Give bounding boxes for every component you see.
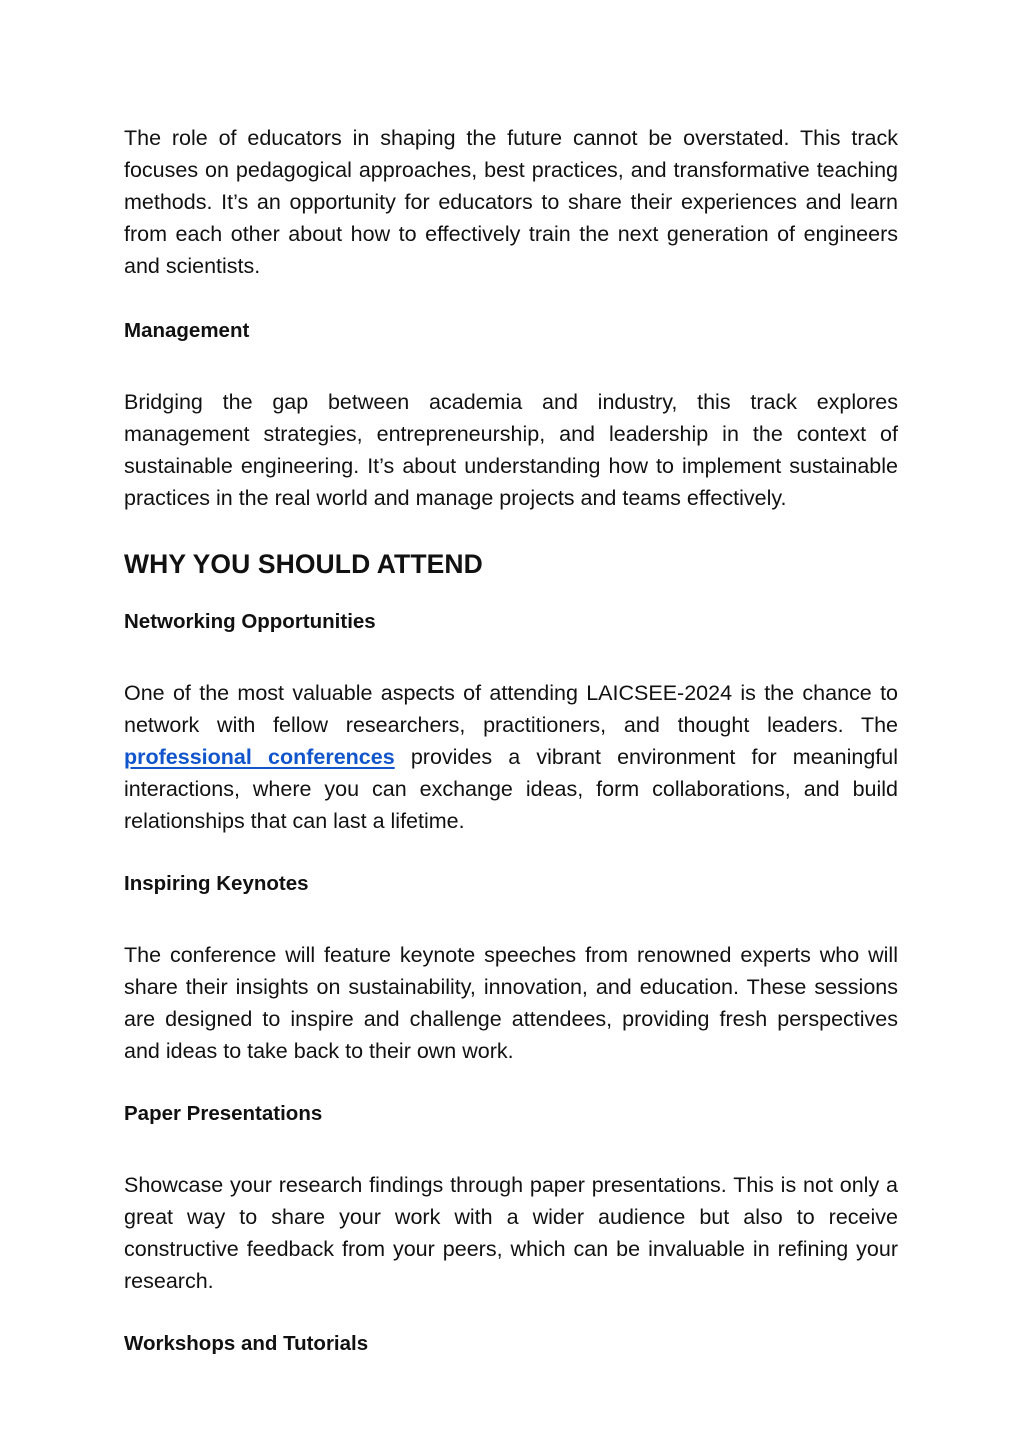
keynotes-heading: Inspiring Keynotes — [124, 872, 309, 895]
why-attend-heading: WHY YOU SHOULD ATTEND — [124, 549, 483, 579]
workshops-heading: Workshops and Tutorials — [124, 1332, 369, 1355]
document-page — [124, 122, 898, 1356]
networking-heading: Networking Opportunities — [124, 610, 376, 633]
management-paragraph: Bridging the gap between academia and industry, this track explores management strategies, entrepreneurship, and leadership in the context of sustainable engineering. It’s about understanding how to implement sustainable practices in the real world and manage projects and teams effectively. — [124, 390, 898, 510]
papers-heading: Paper Presentations — [124, 1102, 323, 1125]
networking-paragraph — [124, 677, 898, 837]
professional-conferences-link[interactable]: professional conferences — [124, 745, 395, 769]
management-heading: Management — [124, 319, 250, 342]
networking-text-before-link: One of the most valuable aspects of attending LAICSEE-2024 is the chance to network with fellow researchers, practitioners, and thought leaders. The — [124, 681, 898, 737]
networking-text-after-link: provides a vibrant environment for meaningful interactions, where you can exchange ideas, form collaborations, and build relationships that can last a lifetime. — [124, 745, 898, 833]
papers-paragraph: Showcase your research findings through paper presentations. This is not only a great way to share your work with a wider audience but also to receive constructive feedback from your peers, which can be invaluable in refining your research. — [124, 1173, 898, 1293]
intro-paragraph: The role of educators in shaping the future cannot be overstated. This track focuses on pedagogical approaches, best practices, and transformative teaching methods. It’s an opportunity for educators to share their experiences and learn from each other about how to effectively train the next generation of engineers and scientists. — [124, 126, 898, 278]
keynotes-paragraph: The conference will feature keynote speeches from renowned experts who will share their insights on sustainability, innovation, and education. These sessions are designed to inspire and challenge attendees, providing fresh perspectives and ideas to take back to their own work. — [124, 943, 898, 1063]
